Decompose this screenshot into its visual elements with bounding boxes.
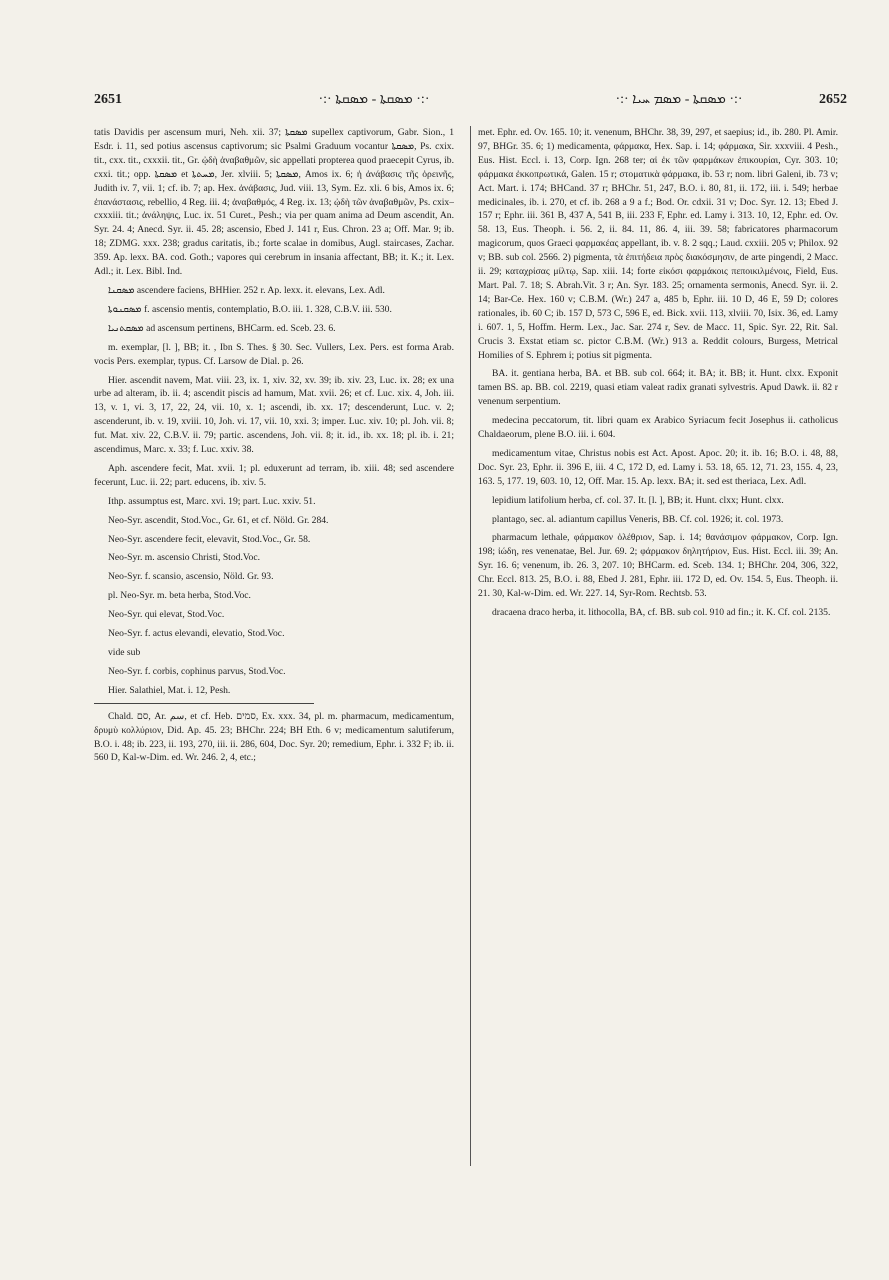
entry: Aph. ascendere fecit, Mat. xvii. 1; pl. eduxerunt ad terram, ib. xiii. 48; sed ascendere fecerunt, Luc. ii. 22; part. educens, ib. xiv. 5. xyxy=(94,462,454,488)
entry: Neo-Syr. f. scansio, ascensio, Nöld. Gr. 93. xyxy=(108,571,274,583)
entry: vide sub xyxy=(108,647,141,658)
column-divider xyxy=(470,126,471,1166)
entry: Neo-Syr. f. actus elevandi, elevatio, Stod.Voc. xyxy=(108,628,285,640)
right-running-head: ·:· ܡܣܩܬܐ - ܡܣܡ ܚܝܐ ·:· xyxy=(615,92,743,107)
entry: Neo-Syr. ascendit, Stod.Voc., Gr. 61, et cf. Nöld. Gr. 284. xyxy=(108,514,329,526)
entry: tatis Davidis per ascensum muri, Neh. xii. 37; ܡܣܩܬܐ supellex captivorum, Gabr. Sion., 1 Esdr. i. 11, sed potius ascensus captivorum; sic Psalmi Graduum vocantur ܡܣܩܬܐ, Ps. cxix. tit., cxx. tit., cxxxii. tit., Gr. ᾠδὴ ἀναβαθμῶν, sic appellati propterea quod praecepit Cyrus, ib. cxxi. tit.; opp. ܡܣܩܬܐ et ܡܚܬܬܐ, Jer. xlviii. 5; ܡܣܩܬܐ, Amos ix. 6; ἡ ἀνάβασις τῆς ὀρεινῆς, Judith iv. 7, vii. 1; cf. ib. 7; ap. Hex. ἀνάβασις, Jud. viii. 13, Sym. Ez. xli. 6 bis, Amos ix. 6; ἐπανάστασις, rebellio, 4 Reg. iii. 4; ἀναβαθμός, 4 Reg. ix. 13; ᾠδὴ τῶν ἀναβαθμῶν, Ps. cxix–cxxxiii. tit.; ἀνάληψις, Luc. ix. 51 Curet., Pesh.; via per quam anima ad Deum ascendit, An. Syr. 24. 4; Anecd. Syr. ii. 45. 28; ascensio, Ebed J. 141 r, Eus. Chron. 23 a; Off. Mar. 9; ib. 18; ZDMG. xxx. 238; gradus caritatis, ib.; forte scalae in domibus, Augl. staircases, Zachar. 359. Ap. lexx. BA. cod. Goth.; vapores qui cerebrum in insania affectant, BB; it. K.; it. Lex. Adl.; it. Lex. Bibl. Ind. xyxy=(94,127,454,278)
entry: Neo-Syr. f. corbis, cophinus parvus, Stod.Voc. xyxy=(108,665,286,677)
right-column xyxy=(478,126,838,1166)
entry: Neo-Syr. m. ascensio Christi, Stod.Voc. xyxy=(108,552,260,564)
entry: pl. Neo-Syr. m. beta herba, Stod.Voc. xyxy=(108,590,251,602)
entry: Hier. ascendit navem, Mat. viii. 23, ix. 1, xiv. 32, xv. 39; ib. xiv. 23, Luc. ix. 28; ex una urbe ad alteram, ib. ii. 4; ascendit piscis ad hamum, Mat. xvii. 26; et cf. Luc. xix. 4, Joh. iii. 13, v. 1, vi. 3, 17, 22, 24, vii. 10, x. 1; ascendi, ib. xx. 17; descenderunt, Luc. v. 2; ascenderunt, ib. v. 19, xviii. 10, Joh. vi. 17, vii. 10, xxi. 3; imper. Luc. xiv. 10; pl. Joh. vii. 8; fut. Mat. xiv. 22, C.B.V. ii. 79; partic. ascendens, Joh. vii. 8; it. id., ib. xx. 18; pl. ib. i. 21; ascendimus, Marc. x. 33; f. Luc. xxiv. 38. xyxy=(94,374,454,456)
right-page-number: 2652 xyxy=(819,92,847,107)
entry: Neo-Syr. qui elevat, Stod.Voc. xyxy=(108,609,225,621)
entry: ܡܣܩܬܢܝܐ ad ascensum pertinens, BHCarm. ed. Sceb. 23. 6. xyxy=(108,322,336,334)
entry: lepidium latifolium herba, cf. col. 37. It. [l. ], BB; it. Hunt. clxx; Hunt. clxx. xyxy=(492,494,784,506)
entry: Ithp. assumptus est, Marc. xvi. 19; part. Luc. xxiv. 51. xyxy=(108,495,316,507)
left-column xyxy=(94,126,454,1166)
entry: Chald. סם, Ar. سم, et cf. Heb. סמים, Ex. xxx. 34, pl. m. pharmacum, medicamentum, δρυμὺ κολλύριον, Did. Ap. 45. 23; BHChr. 224; BH Eth. 6 v; medicamentum salutiferum, B.O. i. 48; ib. 223, ii. 193, 270, iii. ii. 286, 604, Doc. Syr. 20; remedium, Ephr. i. 332 F; ib. ii. 560 D, Kal-w-Dim. ed. Wr. 246. 2, 4, etc.; xyxy=(94,710,454,764)
entry: Neo-Syr. ascendere fecit, elevavit, Stod.Voc., Gr. 58. xyxy=(108,533,311,545)
entry: Hier. Salathiel, Mat. i. 12, Pesh. xyxy=(108,684,231,696)
running-header xyxy=(94,89,847,111)
entry: ܡܣܩܢܘܬܐ f. ascensio mentis, contemplatio, B.O. iii. 1. 328, C.B.V. iii. 530. xyxy=(108,303,392,315)
entry: plantago, sec. al. adiantum capillus Veneris, BB. Cf. col. 1926; it. col. 1973. xyxy=(492,513,784,525)
left-running-head: ·:· ܡܣܩܬܐ - ܡܣܩܬܐ ·:· xyxy=(318,92,430,107)
entry: dracaena draco herba, it. lithocolla, BA, cf. BB. sub col. 910 ad fin.; it. K. Cf. col. 2135. xyxy=(492,607,831,618)
entry: pharmacum lethale, φάρμακον ὀλέθριον, Sap. i. 14; θανάσιμον φάρμακον, Corp. Ign. 198; ἰώδη, res venenatae, Bel. Jur. 69. 2; φάρμακον δηλητήριον, Eus. Hist. Eccl. iii. 39; An. Syr. 16. 6; venenum, ib. 26. 3, 207. 10; BHCarm. ed. Sceb. 134. 1; BHChr. 204, 306, 322, Chr. Eccl. 813. 25, B.O. i. 88, Ebed J. 281, Ephr. iii. 172 D, ed. Ov. 154. 5, Eus. Theoph. ii. 21. 30, Kal-w-Dim. ed. Wr. 227. 14, Syr-Rom. Rechtsb. 53. xyxy=(478,532,838,600)
entry: met. Ephr. ed. Ov. 165. 10; it. venenum, BHChr. 38, 39, 297, et saepius; id., ib. 280. Pl. Amir. 97, BHGr. 35. 6; 1) medicamenta, φάρμακα, Hex. Sap. i. 14; φάρμακα, Sir. xxxviii. 4 Pesh., Eus. Hist. Eccl. i. 13, Corp. Ign. 268 ter; αἱ ἐκ τῶν φαρμάκων ἐπικουρίαι, Cyr. 303. 10; φάρμακα ἐκκοπρωτικά, Galen. 15 r; στοματικὰ φάρμακα, ib. 53 r; nom. libri Galeni, ib. 73 v; Act. Mart. i. 174; BHCand. 37 r; BHChr. 51, 247, B.O. i. 80, 81, ii. 172, iii. i. 549; herbae medicinales, ib. i. 270, et cf. ib. 268 a 9 a f.; Bod. Or. cdxii. 31 v; Doc. Syr. 12. 13; Ebed J. 157 r; Ephr. iii. 361 B, 437 A, 541 B, iii. 233 F, Ephr. ed. Lamy i. 313. 10, 12, Ephr. ed. Ov. 58. 13, Eus. Theoph. i. 56. 2, ii. 84. 11, 86. 4, iii. 39. 58; fabricatores pharmacorum magicorum, quos Graeci φαρμακέας appellant, ib. v. 8. 2 sqq.; Laud. cxxiii. 205 v; Philox. 92 v; BB. sub col. 2566. 2) pigmenta, τὰ ἐπιτήδεια πρὸς διακόσμησιν, de arte pingendi, 2 Macc. ii. 29; καταχρίσας μίλτῳ, Sap. xiii. 14; forte εἰκόσι φαρμάκοις πεποικιλμένοις, Field, Eus. Mart. Pal. 7. 18; S. Abrah.Vit. 3 r; An. Syr. 183. 25; ornamenta sermonis, Anecd. Syr. ii. 2. 14; Bar-Ce. Hex. 160 v; C.B.M. (Wr.) 247 a, 485 b, Ephr. iii. 10 D, 46 E, 59 D; colores rationales, ib. 60 C; ib. 157 D, 573 C, 596 E, ed. Bick. xvii. 113, xlviii. 70, Isix. 36, ed. Lamy i. 607. 1, 5, Hoffm. Herm. Lex., Jac. Sar. 274 r, Sev. de Macc. 11, Spic. Syr. 22, Rit. Sal. Crucis 3. Exstat etiam sc. pictor C.B.M. (Wr.) 913 a. Reddit colours, Burgess, Metrical Homilies of S. Ephrem i; potius sit pigmenta. xyxy=(478,127,838,361)
entry: BA. it. gentiana herba, BA. et BB. sub col. 664; it. BA; it. BB; it. Hunt. clxx. Exponit tamen BS. ap. BB. col. 2219, quasi etiam valeat radix granati sylvestris. Apud Dawk. ii. 82 r venenum serpentium. xyxy=(478,368,838,408)
left-page-number: 2651 xyxy=(94,92,122,107)
entry: medecina peccatorum, tit. libri quam ex Arabico Syriacum fecit Josephus ii. catholicus Chaldaeorum, plene B.O. iii. i. 604. xyxy=(478,415,838,441)
entry: medicamentum vitae, Christus nobis est Act. Apost. Apoc. 20; it. ib. 16; B.O. i. 48, 88, Doc. Syr. 23, Ephr. ii. 396 E, iii. 4 C, 172 D, ed. Lamy i. 53. 18, 65. 12, 71. 23, 155. 4, 23, 163. 5, 177. 19, 603. 10, 12, Off. Mar. 15. Ap. lexx. BA; it. sed est theriaca, Lex. Adl. xyxy=(478,447,838,487)
entry: m. exemplar, [l. ], BB; it. , Ibn S. Thes. § 30. Sec. Vullers, Lex. Pers. est forma Arab. vocis Pers. exemplar, typus. Cf. Larsow de Dial. p. 26. xyxy=(94,341,454,367)
section-separator xyxy=(94,703,314,704)
entry: ܡܣܩܢܐ ascendere faciens, BHHier. 252 r. Ap. lexx. it. elevans, Lex. Adl. xyxy=(108,284,385,296)
